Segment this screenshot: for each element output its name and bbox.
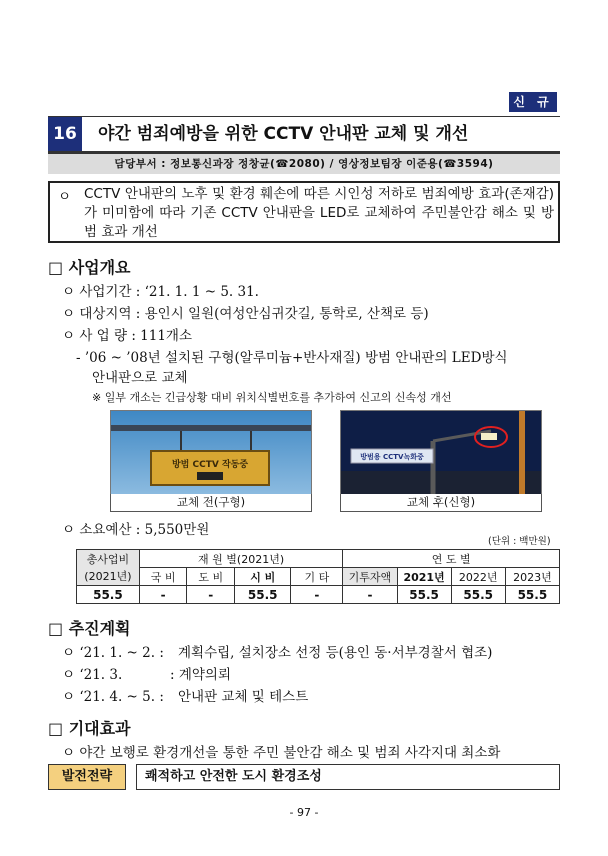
detail-line-2: 안내판으로 교체 — [92, 370, 188, 386]
header-total-year: (2021년) — [77, 568, 140, 586]
value-city: 55.5 — [235, 586, 291, 604]
title-bar — [48, 116, 560, 154]
header-invested: 기투자액 — [343, 568, 397, 586]
header-2023: 2023년 — [505, 568, 559, 586]
page-title: 야간 범죄예방을 위한 CCTV 안내판 교체 및 개선 — [98, 124, 469, 144]
header-source: 재 원 별(2021년) — [139, 550, 343, 568]
header-total: 총사업비 — [77, 550, 140, 568]
budget-unit: (단위 : 백만원) — [488, 536, 551, 547]
plan-item-3-date: ㅇ ‘21. 4. ~ 5. : — [62, 689, 164, 705]
plan-item-2-date: ㅇ ‘21. 3. — [62, 667, 123, 683]
header-province: 도 비 — [187, 568, 235, 586]
strategy-label: 발전전략 — [48, 764, 126, 790]
section-overview-heading: □ 사업개요 — [48, 258, 131, 277]
budget-amount: ㅇ 소요예산 : 5,550만원 — [62, 522, 210, 538]
header-other: 기 타 — [291, 568, 343, 586]
value-2023: 55.5 — [505, 586, 559, 604]
plan-item-2-text: : 계약의뢰 — [170, 667, 232, 683]
caption-before: 교체 전(구형) — [110, 494, 312, 512]
new-badge: 신 규 — [509, 92, 557, 112]
plan-item-1-date: ㅇ ‘21. 1. ~ 2. : — [62, 645, 164, 661]
value-national: - — [139, 586, 187, 604]
value-2021: 55.5 — [397, 586, 451, 604]
header-2021: 2021년 — [397, 568, 451, 586]
value-invested: - — [343, 586, 397, 604]
page-number: - 97 - — [289, 806, 319, 819]
section-plan-heading: □ 추진계획 — [48, 619, 131, 638]
plan-item-1-text: 계획수립, 설치장소 선정 등(용인 동·서부경찰서 협조) — [178, 645, 493, 661]
before-sign-text: 방범 CCTV 작동중 — [171, 460, 249, 470]
value-other: - — [291, 586, 343, 604]
target-area: ㅇ 대상지역 : 용인시 일원(여성안심귀갓길, 통학로, 산책로 등) — [62, 306, 429, 322]
section-effect-heading: □ 기대효과 — [48, 719, 131, 738]
value-2022: 55.5 — [451, 586, 505, 604]
value-province: - — [187, 586, 235, 604]
photo-before — [110, 410, 312, 496]
item-number: 16 — [48, 117, 82, 151]
effect-text: ㅇ 야간 보행로 환경개선을 통한 주민 불안감 해소 및 범죄 사각지대 최소화 — [62, 745, 501, 761]
business-period: ㅇ 사업기간 : ‘21. 1. 1 ~ 5. 31. — [62, 284, 259, 300]
summary-bullet: ㅇ — [58, 189, 72, 205]
caption-after: 교체 후(신형) — [340, 494, 542, 512]
department-line: 담당부서 : 정보통신과장 정창균(☎2080) / 영상정보팀장 이준용(☎3594) — [48, 154, 560, 174]
header-national: 국 비 — [139, 568, 187, 586]
after-sign-text: 방범용 CCTV녹화중 — [360, 453, 424, 461]
budget-table — [76, 549, 560, 604]
summary-box — [48, 181, 560, 243]
detail-line-1: - ’06 ~ ’08년 설치된 구형(알루미늄+반사재질) 방범 안내판의 LED방식 — [76, 350, 508, 366]
value-total: 55.5 — [77, 586, 140, 604]
plan-item-3-text: 안내판 교체 및 테스트 — [178, 689, 309, 705]
photo-after — [340, 410, 542, 496]
business-quantity: ㅇ 사 업 량 : 111개소 — [62, 328, 193, 344]
header-2022: 2022년 — [451, 568, 505, 586]
header-city: 시 비 — [235, 568, 291, 586]
note-text: ※ 일부 개소는 긴급상황 대비 위치식별번호를 추가하여 신고의 신속성 개선 — [92, 391, 452, 404]
header-yearly: 연 도 별 — [343, 550, 560, 568]
strategy-text: 쾌적하고 안전한 도시 환경조성 — [136, 764, 560, 790]
summary-text: CCTV 안내판의 노후 및 환경 훼손에 따른 시인성 저하로 범죄예방 효과(존재감)가 미미함에 따라 기존 CCTV 안내판을 LED로 교체하여 주민불안감 해소 및 방범 효과 개선 — [84, 186, 554, 240]
